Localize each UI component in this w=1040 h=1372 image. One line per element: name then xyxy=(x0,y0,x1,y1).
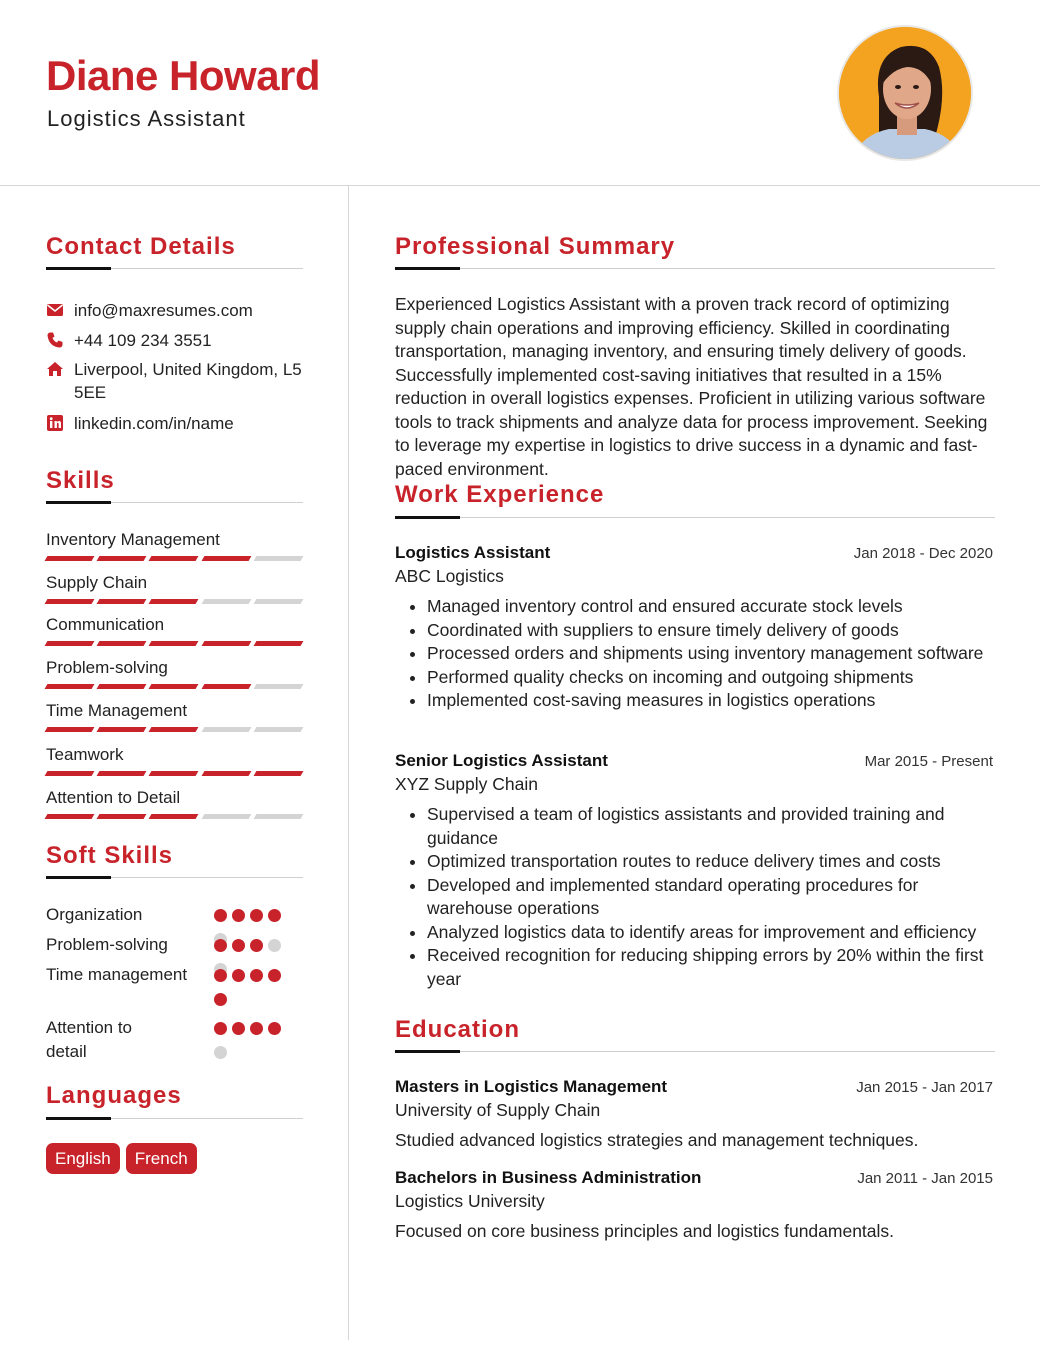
skill-level-segment xyxy=(253,599,303,604)
soft-skill-item xyxy=(46,963,302,1011)
school-name: University of Supply Chain xyxy=(395,1100,601,1120)
skill-level-segment xyxy=(97,684,147,689)
skill-level-segment xyxy=(97,727,147,732)
education-rule xyxy=(395,1051,995,1052)
job-bullet: • Managed inventory control and ensured accurate stock levels xyxy=(427,595,993,619)
skill-name: Teamwork xyxy=(46,745,124,764)
summary-text: Experienced Logistics Assistant with a proven track record of optimizing supply chain operations and improving efficiency. Skilled in coordinating transportation, managing inventory, and ensuring timely delivery of goods. Successfully implemented cost-saving initiatives that resulted in a 15% reduction in overall logistics expenses. Proficient in utilizing various software tools to track shipments and analyze data for process improvement. Seeking to leverage my expertise in logistics to drive success in a dynamic and fast-paced environment. xyxy=(395,294,988,479)
rating-dot xyxy=(232,939,245,952)
skill-item xyxy=(46,744,302,776)
soft-skill-name: Time management xyxy=(46,965,188,984)
skill-level-segment xyxy=(201,684,251,689)
job-role: Senior Logistics Assistant xyxy=(395,751,608,770)
job-bullet: • Optimized transportation routes to reduce delivery times and costs xyxy=(427,850,993,874)
experience-rule xyxy=(395,517,995,518)
skill-level-segment xyxy=(201,814,251,819)
skill-level-segment xyxy=(97,556,147,561)
summary-rule xyxy=(395,268,995,269)
soft-skill-rating xyxy=(214,969,294,1006)
summary-heading: Professional Summary xyxy=(395,233,676,260)
contact-linkedin[interactable] xyxy=(46,412,234,435)
rating-dot xyxy=(214,1022,227,1035)
skill-level-bar xyxy=(46,814,302,819)
home-icon xyxy=(46,360,64,378)
education-entry xyxy=(395,1168,993,1242)
contact-phone-text: +44 109 234 3551 xyxy=(74,331,212,350)
skill-level-segment xyxy=(149,556,199,561)
skill-item xyxy=(46,529,302,561)
rating-dot xyxy=(250,909,263,922)
soft-skill-name: Organization xyxy=(46,905,143,924)
job-entry xyxy=(395,751,993,991)
education-description: Studied advanced logistics strategies and management techniques. xyxy=(395,1130,919,1150)
skill-level-segment xyxy=(253,814,303,819)
rating-dot xyxy=(232,909,245,922)
profile-photo xyxy=(839,27,973,161)
soft-skill-item xyxy=(46,1016,302,1064)
job-entry xyxy=(395,543,993,713)
languages-list xyxy=(46,1143,197,1174)
skill-level-bar xyxy=(46,641,302,646)
candidate-name: Diane Howard xyxy=(46,52,321,99)
job-bullet: • Coordinated with suppliers to ensure timely delivery of goods xyxy=(427,619,993,643)
languages-heading: Languages xyxy=(46,1082,182,1109)
contact-linkedin-text: linkedin.com/in/name xyxy=(74,414,234,433)
envelope-icon xyxy=(46,301,64,319)
skill-level-segment xyxy=(201,727,251,732)
skill-name: Supply Chain xyxy=(46,573,148,592)
rating-dot xyxy=(214,993,227,1006)
skill-level-segment xyxy=(45,727,95,732)
job-bullet: • Received recognition for reducing shipping errors by 20% within the first year xyxy=(427,944,993,991)
job-bullet: • Implemented cost-saving measures in logistics operations xyxy=(427,689,993,713)
rating-dot xyxy=(268,909,281,922)
degree-name: Bachelors in Business Administration xyxy=(395,1168,702,1187)
contact-email-text: info@maxresumes.com xyxy=(74,301,253,320)
skill-level-bar xyxy=(46,556,302,561)
education-dates: Jan 2015 - Jan 2017 xyxy=(856,1079,993,1096)
rating-dot xyxy=(214,909,227,922)
school-name: Logistics University xyxy=(395,1191,545,1211)
skill-item xyxy=(46,572,302,604)
skill-item xyxy=(46,787,302,819)
skill-level-segment xyxy=(149,599,199,604)
skill-level-segment xyxy=(97,599,147,604)
skill-level-bar xyxy=(46,727,302,732)
soft-skills-rule xyxy=(46,877,303,878)
skill-level-segment xyxy=(201,599,251,604)
linkedin-icon xyxy=(46,414,64,432)
education-entry xyxy=(395,1077,993,1151)
job-company: ABC Logistics xyxy=(395,566,504,586)
contact-heading: Contact Details xyxy=(46,233,236,260)
skill-item xyxy=(46,657,302,689)
job-bullet: • Performed quality checks on incoming and outgoing shipments xyxy=(427,666,993,690)
skill-level-segment xyxy=(45,641,95,646)
skill-level-bar xyxy=(46,771,302,776)
education-description: Focused on core business principles and logistics fundamentals. xyxy=(395,1221,895,1241)
skill-level-segment xyxy=(253,556,303,561)
skills-rule xyxy=(46,502,303,503)
rating-dot xyxy=(214,969,227,982)
skill-level-segment xyxy=(97,814,147,819)
skill-level-bar xyxy=(46,684,302,689)
skill-level-segment xyxy=(201,771,251,776)
rating-dot xyxy=(214,1046,227,1059)
job-dates: Mar 2015 - Present xyxy=(864,753,993,770)
job-bullet: • Processed orders and shipments using inventory management software xyxy=(427,642,993,666)
job-bullet: • Analyzed logistics data to identify areas for improvement and efficiency xyxy=(427,921,993,945)
skill-level-segment xyxy=(253,684,303,689)
skill-level-segment xyxy=(45,684,95,689)
skill-name: Problem-solving xyxy=(46,658,168,677)
language-badge: French xyxy=(126,1143,197,1174)
contact-phone[interactable] xyxy=(46,329,212,352)
soft-skill-name: Problem-solving xyxy=(46,935,168,954)
skill-name: Communication xyxy=(46,615,165,634)
contact-address-text: Liverpool, United Kingdom, L5 5EE xyxy=(74,360,302,402)
education-dates: Jan 2011 - Jan 2015 xyxy=(857,1170,993,1187)
skill-level-segment xyxy=(149,641,199,646)
soft-skills-heading: Soft Skills xyxy=(46,842,174,869)
degree-name: Masters in Logistics Management xyxy=(395,1077,668,1096)
skill-name: Attention to Detail xyxy=(46,788,181,807)
job-company: XYZ Supply Chain xyxy=(395,774,538,794)
contact-email[interactable] xyxy=(46,299,253,322)
rating-dot xyxy=(268,939,281,952)
column-divider xyxy=(348,186,349,1340)
avatar xyxy=(837,25,973,161)
rating-dot xyxy=(232,1022,245,1035)
job-bullets xyxy=(395,803,993,991)
skill-level-segment xyxy=(149,771,199,776)
skill-level-segment xyxy=(149,814,199,819)
phone-icon xyxy=(46,331,64,349)
skill-level-segment xyxy=(97,641,147,646)
job-dates: Jan 2018 - Dec 2020 xyxy=(853,545,993,562)
soft-skill-rating xyxy=(214,1022,294,1059)
skill-name: Time Management xyxy=(46,701,188,720)
rating-dot xyxy=(250,939,263,952)
education-heading: Education xyxy=(395,1016,521,1043)
skill-level-segment xyxy=(45,599,95,604)
rating-dot xyxy=(268,969,281,982)
skill-item xyxy=(46,700,302,732)
contact-rule xyxy=(46,268,303,269)
skills-heading: Skills xyxy=(46,467,115,494)
skill-level-bar xyxy=(46,599,302,604)
skill-level-segment xyxy=(201,556,251,561)
soft-skill-name: Attention to detail xyxy=(46,1018,133,1061)
skill-level-segment xyxy=(45,556,95,561)
experience-heading: Work Experience xyxy=(395,481,605,508)
language-badge: English xyxy=(46,1143,120,1174)
rating-dot xyxy=(214,939,227,952)
skill-level-segment xyxy=(253,771,303,776)
skill-level-segment xyxy=(253,727,303,732)
candidate-title: Logistics Assistant xyxy=(47,106,246,131)
skill-level-segment xyxy=(45,771,95,776)
rating-dot xyxy=(250,1022,263,1035)
skill-item xyxy=(46,614,302,646)
job-bullet: • Supervised a team of logistics assistants and provided training and guidance xyxy=(427,803,993,850)
skill-level-segment xyxy=(97,771,147,776)
skill-level-segment xyxy=(149,684,199,689)
job-bullets xyxy=(395,595,993,713)
skill-level-segment xyxy=(201,641,251,646)
languages-rule xyxy=(46,1118,303,1119)
rating-dot xyxy=(232,969,245,982)
job-bullet: • Developed and implemented standard operating procedures for warehouse operations xyxy=(427,874,993,921)
skill-level-segment xyxy=(253,641,303,646)
resume-header xyxy=(0,0,1040,186)
contact-address xyxy=(46,358,302,404)
job-role: Logistics Assistant xyxy=(395,543,551,562)
skill-name: Inventory Management xyxy=(46,530,220,549)
skill-level-segment xyxy=(149,727,199,732)
rating-dot xyxy=(268,1022,281,1035)
rating-dot xyxy=(250,969,263,982)
skill-level-segment xyxy=(45,814,95,819)
